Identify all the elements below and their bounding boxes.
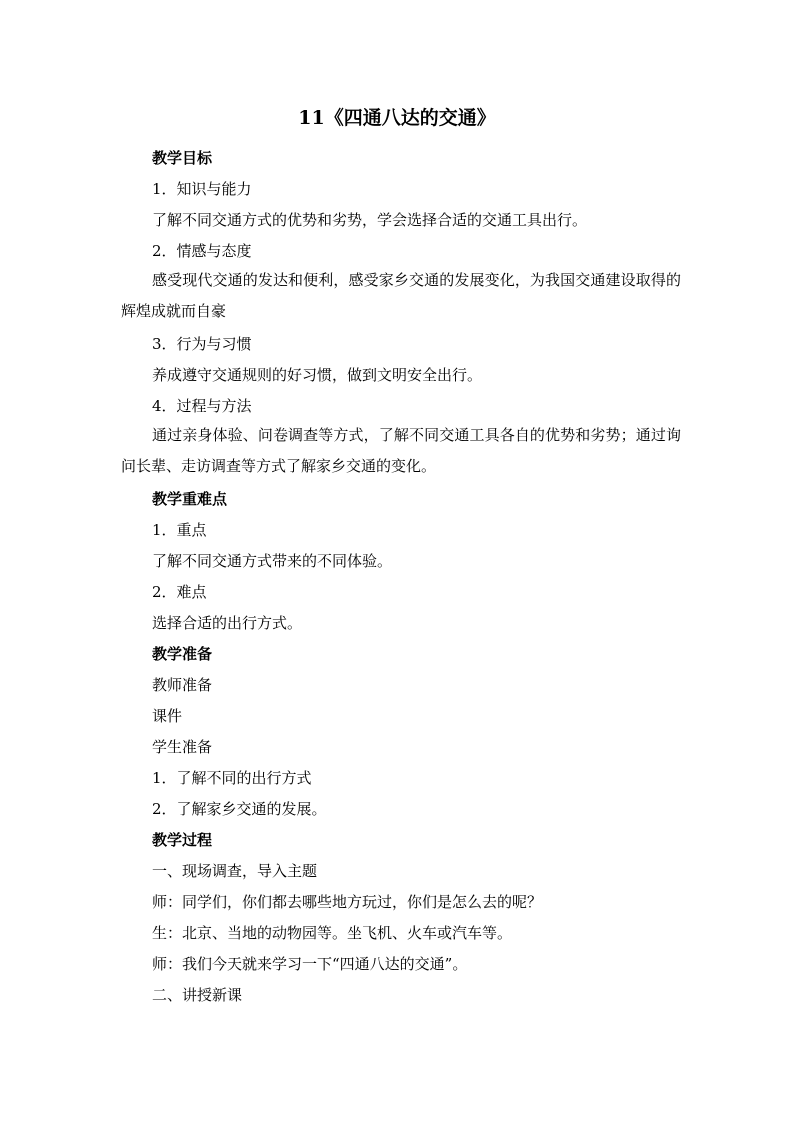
teacher-prep-item: 课件 <box>152 707 183 725</box>
objective-2-title: 2．情感与态度 <box>152 242 252 260</box>
objective-3-text: 养成遵守交通规则的好习惯，做到文明安全出行。 <box>152 366 483 384</box>
key-point-2-title: 2．难点 <box>152 583 207 601</box>
objective-4-title: 4．过程与方法 <box>152 397 252 415</box>
process-step-2: 二、讲授新课 <box>152 986 243 1004</box>
student-prep-item-2: 2．了解家乡交通的发展。 <box>152 800 327 818</box>
process-dialog-2: 生：北京、当地的动物园等。坐飞机、火车或汽车等。 <box>152 924 513 942</box>
objective-1-text: 了解不同交通方式的优势和劣势，学会选择合适的交通工具出行。 <box>152 211 588 229</box>
process-dialog-1: 师：同学们，你们都去哪些地方玩过，你们是怎么去的呢？ <box>152 893 543 911</box>
key-points-heading: 教学重难点 <box>152 490 228 508</box>
student-prep-label: 学生准备 <box>152 738 213 756</box>
process-heading: 教学过程 <box>152 831 213 849</box>
process-dialog-3: 师：我们今天就来学习一下“四通八达的交通”。 <box>152 955 468 973</box>
process-step-1: 一、现场调查，导入主题 <box>152 862 318 880</box>
objective-3-title: 3．行为与习惯 <box>152 335 252 353</box>
objective-4-text: 通过亲身体验、问卷调查等方式，了解不同交通工具各自的优势和劣势；通过询问长辈、走访调查等方式了解家乡交通的变化。 <box>121 426 681 475</box>
preparation-heading: 教学准备 <box>152 645 213 663</box>
key-point-1-text: 了解不同交通方式带来的不同体验。 <box>152 552 393 570</box>
objective-1-title: 1．知识与能力 <box>152 180 252 198</box>
teacher-prep-label: 教师准备 <box>152 676 213 694</box>
objective-2-text: 感受现代交通的发达和便利，感受家乡交通的发展变化，为我国交通建设取得的辉煌成就而自豪 <box>121 271 681 320</box>
key-point-1-title: 1．重点 <box>152 521 207 539</box>
document-title: 11《四通八达的交通》 <box>298 107 496 129</box>
objectives-heading: 教学目标 <box>152 149 213 167</box>
student-prep-item-1: 1．了解不同的出行方式 <box>152 769 312 787</box>
key-point-2-text: 选择合适的出行方式。 <box>152 614 303 632</box>
